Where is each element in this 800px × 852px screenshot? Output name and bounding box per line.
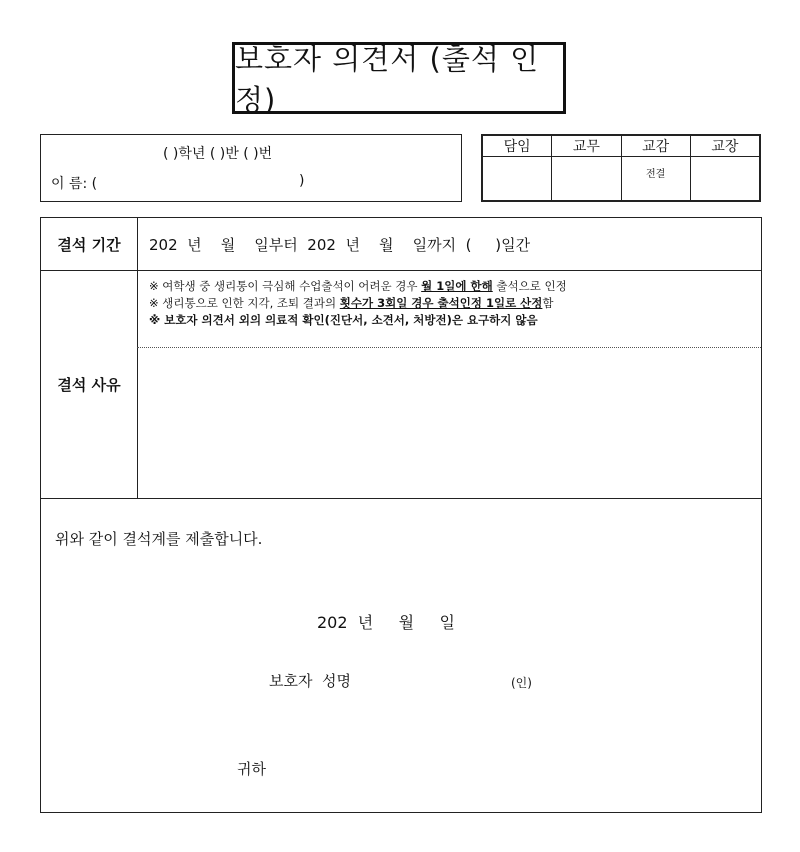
period-label: 결석 기간: [41, 218, 138, 270]
note-2: ※ 생리통으로 인한 지각, 조퇴 결과의 횟수가 3회일 경우 출석인정 1일로 산정함: [149, 296, 554, 310]
recipient-label: 귀하: [237, 760, 266, 778]
note-3: ※ 보호자 의견서 외의 의료적 확인(진단서, 소견서, 처방전)은 요구하지 않음: [149, 313, 538, 327]
reason-notes: [149, 278, 567, 329]
class-number-line: ( )학년 ( )반 ( )번: [163, 146, 273, 162]
reason-label: 결석 사유: [41, 270, 138, 498]
approval-header-academic: 교무: [552, 136, 621, 157]
page-title: 보호자 의견서 (출석 인정): [232, 42, 566, 114]
period-row: [41, 218, 761, 271]
approval-sign-principal[interactable]: [690, 157, 759, 201]
note-1: ※ 여학생 중 생리통이 극심해 수업출석이 어려운 경우 월 1일에 한해 출석으로 인정: [149, 279, 567, 293]
approval-sign-vice-principal[interactable]: 전결: [621, 157, 690, 201]
approval-sign-homeroom[interactable]: [483, 157, 552, 201]
approval-header-principal: 교장: [690, 136, 759, 157]
approval-sign-academic[interactable]: [552, 157, 621, 201]
guardian-name-label: 보호자 성명: [269, 672, 351, 690]
reason-row: [41, 270, 761, 499]
name-label: 이 름: (: [51, 176, 98, 192]
approval-header-vice-principal: 교감: [621, 136, 690, 157]
submission-statement: 위와 같이 결석계를 제출합니다.: [55, 530, 263, 548]
period-text: 202 년 월 일부터 202 년 월 일까지 ( )일간: [149, 236, 531, 254]
name-close-paren: ): [299, 173, 305, 189]
approval-table: [481, 134, 761, 202]
dotted-divider: [137, 347, 761, 348]
approval-header-homeroom: 담임: [483, 136, 552, 157]
absence-form: [40, 217, 762, 813]
submission-date: 202 년 월 일: [317, 613, 455, 632]
seal-mark: (인): [511, 676, 532, 690]
student-info-box: [40, 134, 462, 202]
